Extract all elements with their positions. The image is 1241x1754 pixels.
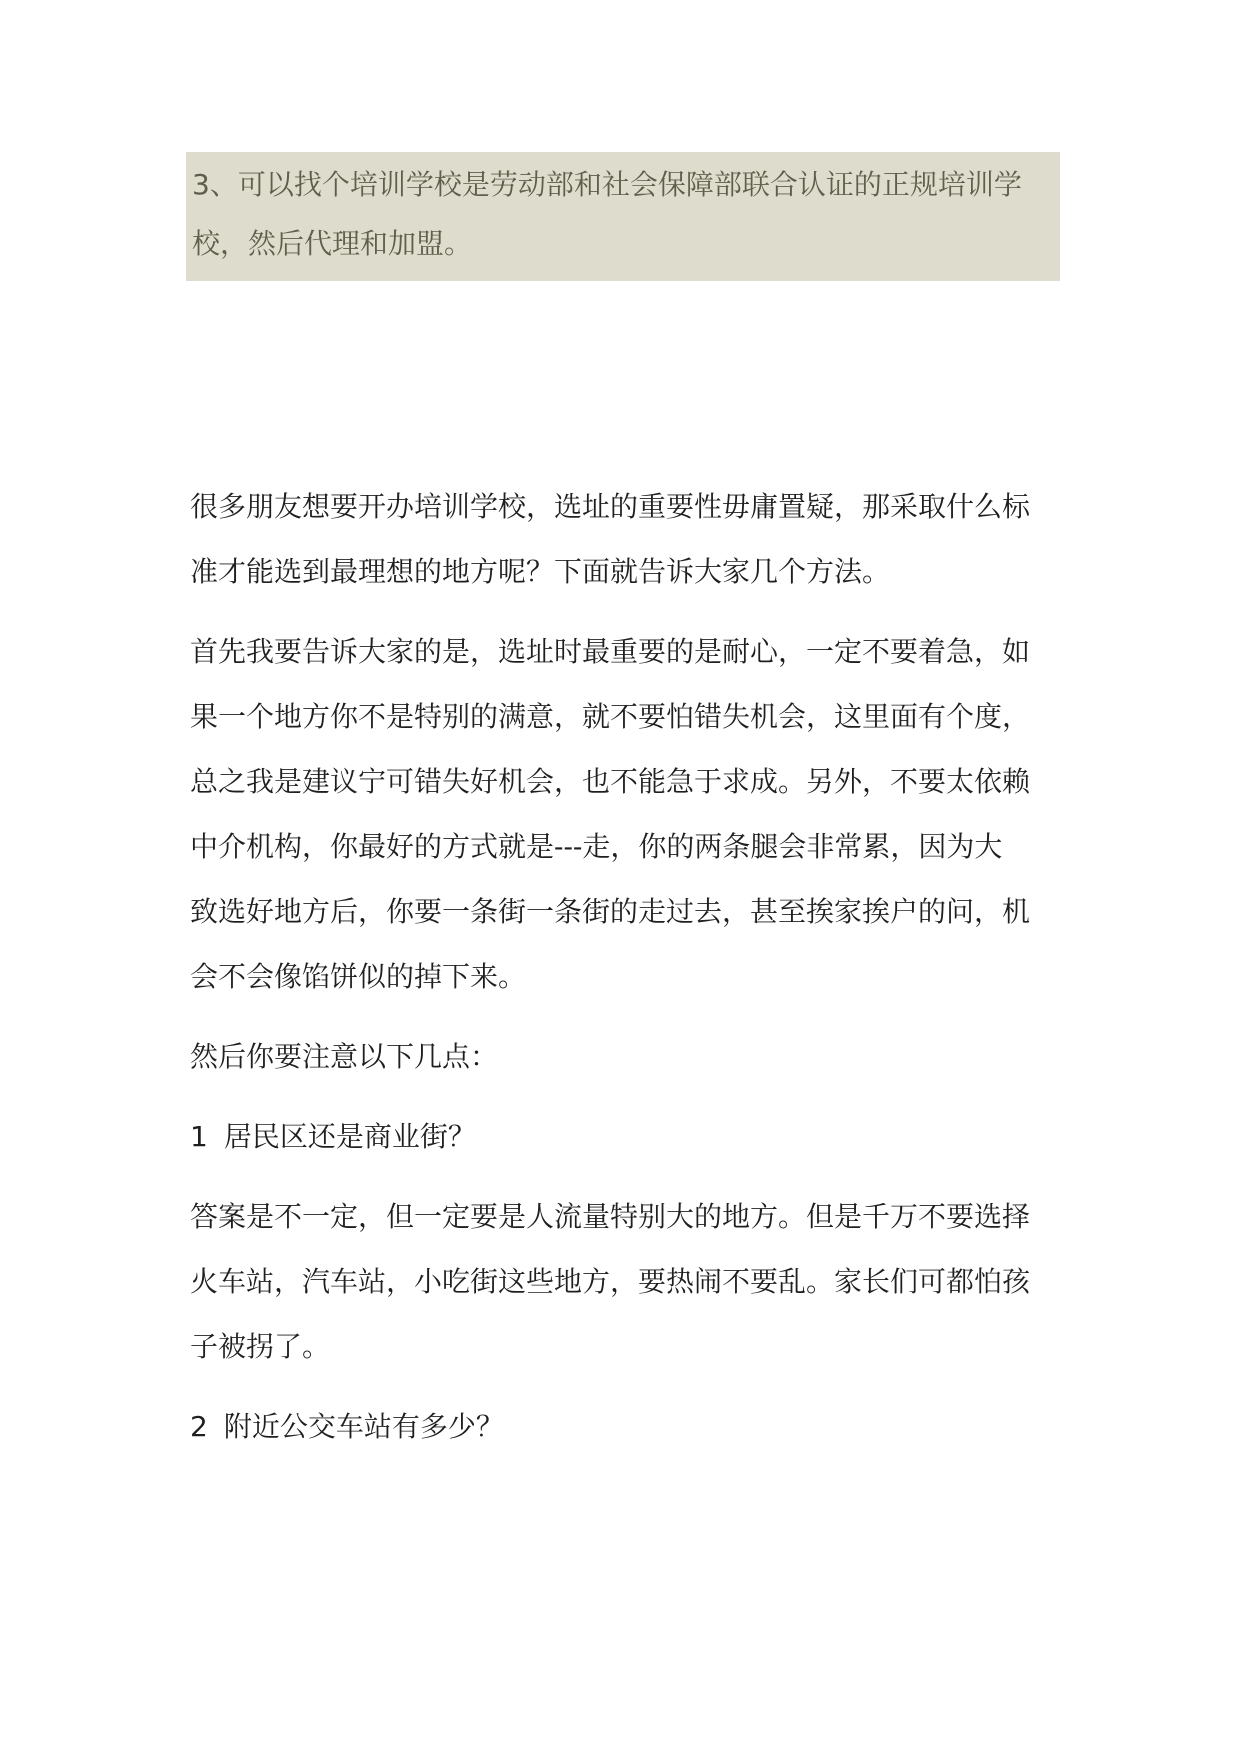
point-2-text: 附近公交车站有多少？: [223, 1410, 504, 1443]
first-line-1: 首先我要告诉大家的是，选址时最重要的是耐心，一定不要着急，如: [190, 635, 1031, 668]
first-line-2: 果一个地方你不是特别的满意，就不要怕错失机会，这里面有个度，: [190, 700, 1031, 733]
answer-1-line-3: 子被拐了。: [190, 1330, 331, 1363]
first-line-5: 致选好地方后，你要一条街一条街的走过去，甚至挨家挨户的问，机: [190, 895, 1031, 928]
answer-1-line-2: 火车站，汽车站，小吃街这些地方，要热闹不要乱。家长们可都怕孩: [190, 1265, 1031, 1298]
point-1-number: 1: [190, 1120, 208, 1153]
answer-1-line-1: 答案是不一定，但一定要是人流量特别大的地方。但是千万不要选择: [190, 1200, 1031, 1233]
then-line: 然后你要注意以下几点：: [190, 1040, 499, 1073]
highlight-line-1: 3、可以找个培训学校是劳动部和社会保障部联合认证的正规培训学: [192, 168, 1022, 201]
first-line-6: 会不会像馅饼似的掉下来。: [190, 960, 527, 993]
highlight-box: [186, 152, 1060, 281]
first-line-3: 总之我是建议宁可错失好机会，也不能急于求成。另外，不要太依赖: [190, 765, 1031, 798]
point-2: [190, 1407, 504, 1447]
first-line-4: 中介机构，你最好的方式就是---走，你的两条腿会非常累，因为大: [190, 830, 1003, 863]
intro-line-1: 很多朋友想要开办培训学校，选址的重要性毋庸置疑，那采取什么标: [190, 490, 1031, 523]
intro-line-2: 准才能选到最理想的地方呢？下面就告诉大家几个方法。: [190, 555, 891, 588]
highlight-line-2: 校，然后代理和加盟。: [192, 227, 473, 260]
point-2-number: 2: [190, 1410, 208, 1443]
point-1-text: 居民区还是商业街？: [223, 1120, 476, 1153]
point-1: [190, 1117, 476, 1157]
